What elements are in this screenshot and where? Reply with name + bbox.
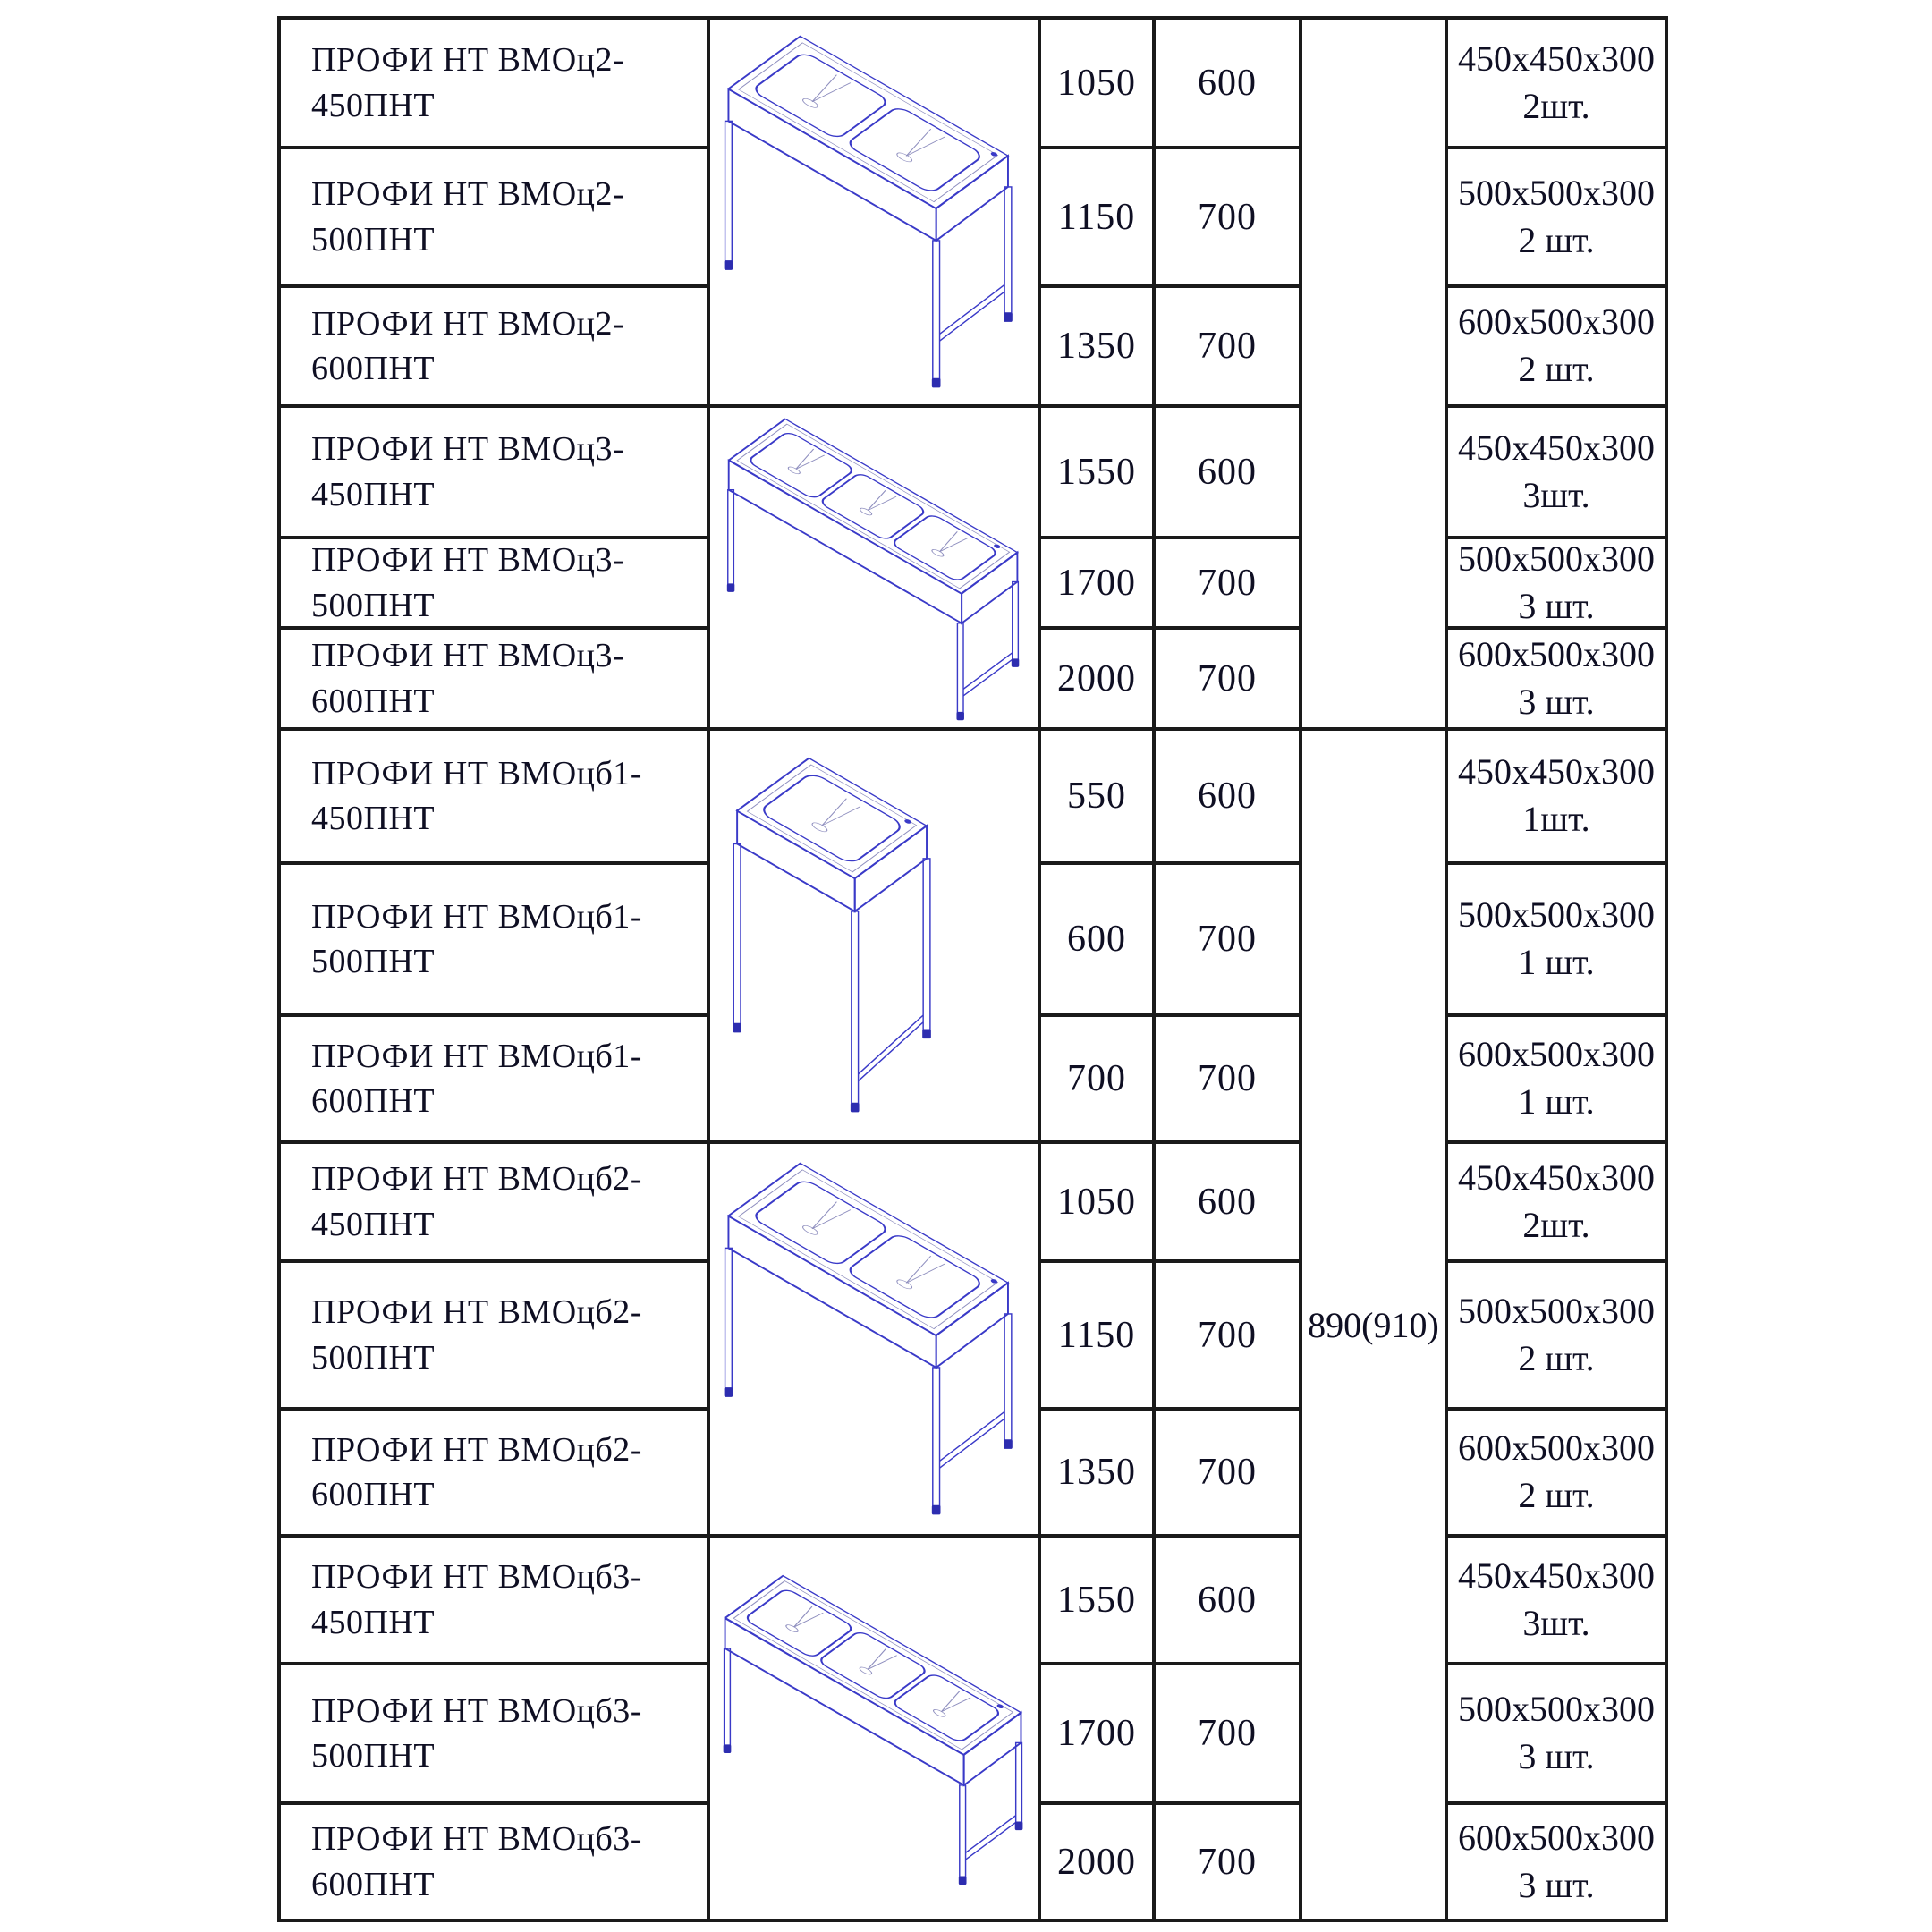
model-line2: 450ПНТ [311,86,436,124]
model-line1: ПРОФИ НТ ВМОцб1- [311,897,642,936]
model-cell [281,1538,710,1665]
sink-drawing-cell [710,731,1041,1144]
bowl-size: 500x500x300 [1458,1689,1655,1730]
length-cell: 2000 [1041,630,1156,731]
bowl-qty: 2 шт. [1518,1337,1595,1378]
model-cell [281,408,710,539]
model-line1: ПРОФИ НТ ВМОц2- [311,304,625,343]
model-cell [281,149,710,288]
model-cell [281,865,710,1017]
length-cell: 2000 [1041,1805,1156,1922]
model-line1: ПРОФИ НТ ВМОц3- [311,430,625,469]
double-bowl-sink-icon [714,1147,1034,1531]
width-cell: 600 [1156,20,1302,149]
bowl-qty: 3 шт. [1518,585,1595,626]
bowl-size: 450x450x300 [1458,427,1655,468]
bowl-qty: 3 шт. [1518,1864,1595,1905]
single-bowl-sink-icon [714,733,1034,1138]
bowl-size: 500x500x300 [1458,172,1655,213]
length-cell: 1350 [1041,1411,1156,1538]
bowl-cell [1448,1538,1668,1665]
width-cell: 700 [1156,630,1302,731]
model-line2: 500ПНТ [311,1737,436,1775]
model-line1: ПРОФИ НТ ВМОцб2- [311,1293,642,1332]
length-cell: 1550 [1041,1538,1156,1665]
length-cell: 1700 [1041,1665,1156,1805]
model-line1: ПРОФИ НТ ВМОц3- [311,637,625,675]
bowl-cell [1448,1017,1668,1144]
model-line1: ПРОФИ НТ ВМОцб2- [311,1160,642,1199]
model-line1: ПРОФИ НТ ВМОцб1- [311,754,642,792]
bowl-cell [1448,149,1668,288]
width-cell: 700 [1156,1411,1302,1538]
model-cell [281,731,710,865]
bowl-qty: 2 шт. [1518,349,1595,389]
length-cell: 1150 [1041,1263,1156,1411]
bowl-size: 450x450x300 [1458,1157,1655,1198]
bowl-size: 600x500x300 [1458,301,1655,343]
model-line2: 600ПНТ [311,1865,436,1903]
bowl-size: 450x450x300 [1458,751,1655,792]
bowl-cell [1448,1665,1668,1805]
width-cell: 600 [1156,731,1302,865]
bowl-size: 600x500x300 [1458,1034,1655,1075]
bowl-qty: 1 шт. [1518,1081,1595,1122]
bowl-size: 450x450x300 [1458,1555,1655,1596]
model-cell [281,1144,710,1263]
width-cell: 600 [1156,408,1302,539]
model-line2: 450ПНТ [311,800,436,837]
bowl-cell [1448,1805,1668,1922]
length-cell: 1700 [1041,539,1156,630]
bowl-qty: 3 шт. [1518,1736,1595,1776]
bowl-qty: 3шт. [1522,474,1590,515]
model-line2: 600ПНТ [311,350,436,387]
model-cell [281,1263,710,1411]
model-cell [281,630,710,731]
model-line1: ПРОФИ НТ ВМОц2- [311,41,625,80]
bowl-size: 500x500x300 [1458,894,1655,936]
length-cell: 1050 [1041,1144,1156,1263]
model-line2: 450ПНТ [311,475,436,513]
model-line1: ПРОФИ НТ ВМОцб3- [311,1691,642,1730]
bowl-qty: 1 шт. [1518,942,1595,982]
length-cell: 1350 [1041,288,1156,408]
bowl-size: 500x500x300 [1458,539,1655,579]
model-line1: ПРОФИ НТ ВМОцб2- [311,1430,642,1469]
length-cell: 550 [1041,731,1156,865]
model-line2: 500ПНТ [311,1338,436,1377]
sink-drawing-cell [710,408,1041,731]
model-line2: 500ПНТ [311,220,436,258]
width-cell: 700 [1156,288,1302,408]
bowl-size: 450x450x300 [1458,38,1655,79]
bowl-cell [1448,408,1668,539]
model-line2: 600ПНТ [311,1082,436,1120]
bowl-size: 600x500x300 [1458,1817,1655,1858]
model-line2: 450ПНТ [311,1205,436,1243]
bowl-qty: 2 шт. [1518,1475,1595,1515]
product-spec-table [277,16,1668,1922]
height-cell: 890(910) [1302,731,1448,1922]
model-line1: ПРОФИ НТ ВМОцб3- [311,1558,642,1597]
bowl-cell [1448,630,1668,731]
bowl-cell [1448,288,1668,408]
width-cell: 700 [1156,1263,1302,1411]
double-bowl-sink-icon [714,22,1034,402]
model-cell [281,539,710,630]
bowl-cell [1448,1411,1668,1538]
model-line1: ПРОФИ НТ ВМОцб3- [311,1820,642,1859]
model-line1: ПРОФИ НТ ВМОц3- [311,541,625,580]
model-line2: 600ПНТ [311,682,436,720]
model-cell [281,20,710,149]
sink-drawing-cell [710,1538,1041,1922]
triple-bowl-sink-icon [714,1540,1034,1916]
width-cell: 700 [1156,1805,1302,1922]
length-cell: 700 [1041,1017,1156,1144]
length-cell: 600 [1041,865,1156,1017]
height-cell-empty [1302,20,1448,731]
bowl-cell [1448,20,1668,149]
bowl-cell [1448,539,1668,630]
width-cell: 600 [1156,1538,1302,1665]
bowl-qty: 2шт. [1522,85,1590,126]
model-line1: ПРОФИ НТ ВМОц2- [311,175,625,214]
length-cell: 1550 [1041,408,1156,539]
model-line1: ПРОФИ НТ ВМОцб1- [311,1037,642,1075]
bowl-qty: 1шт. [1522,799,1590,839]
bowl-qty: 2шт. [1522,1204,1590,1245]
bowl-cell [1448,1144,1668,1263]
model-cell [281,1805,710,1922]
bowl-size: 500x500x300 [1458,1290,1655,1331]
model-cell [281,1017,710,1144]
width-cell: 700 [1156,865,1302,1017]
length-cell: 1150 [1041,149,1156,288]
model-line2: 600ПНТ [311,1476,436,1513]
bowl-qty: 2 шт. [1518,219,1595,260]
bowl-qty: 3 шт. [1518,681,1595,722]
bowl-cell [1448,1263,1668,1411]
bowl-qty: 3шт. [1522,1602,1590,1643]
bowl-size: 600x500x300 [1458,1428,1655,1469]
sink-drawing-cell [710,1144,1041,1538]
sink-drawing-cell [710,20,1041,408]
model-cell [281,288,710,408]
model-cell [281,1411,710,1538]
model-cell [281,1665,710,1805]
bowl-cell [1448,731,1668,865]
width-cell: 700 [1156,1665,1302,1805]
bowl-size: 600x500x300 [1458,633,1655,674]
width-cell: 700 [1156,149,1302,288]
model-line2: 450ПНТ [311,1603,436,1641]
triple-bowl-sink-icon [714,411,1034,724]
width-cell: 700 [1156,1017,1302,1144]
width-cell: 700 [1156,539,1302,630]
width-cell: 600 [1156,1144,1302,1263]
length-cell: 1050 [1041,20,1156,149]
model-line2: 500ПНТ [311,586,436,624]
model-line2: 500ПНТ [311,943,436,980]
bowl-cell [1448,865,1668,1017]
